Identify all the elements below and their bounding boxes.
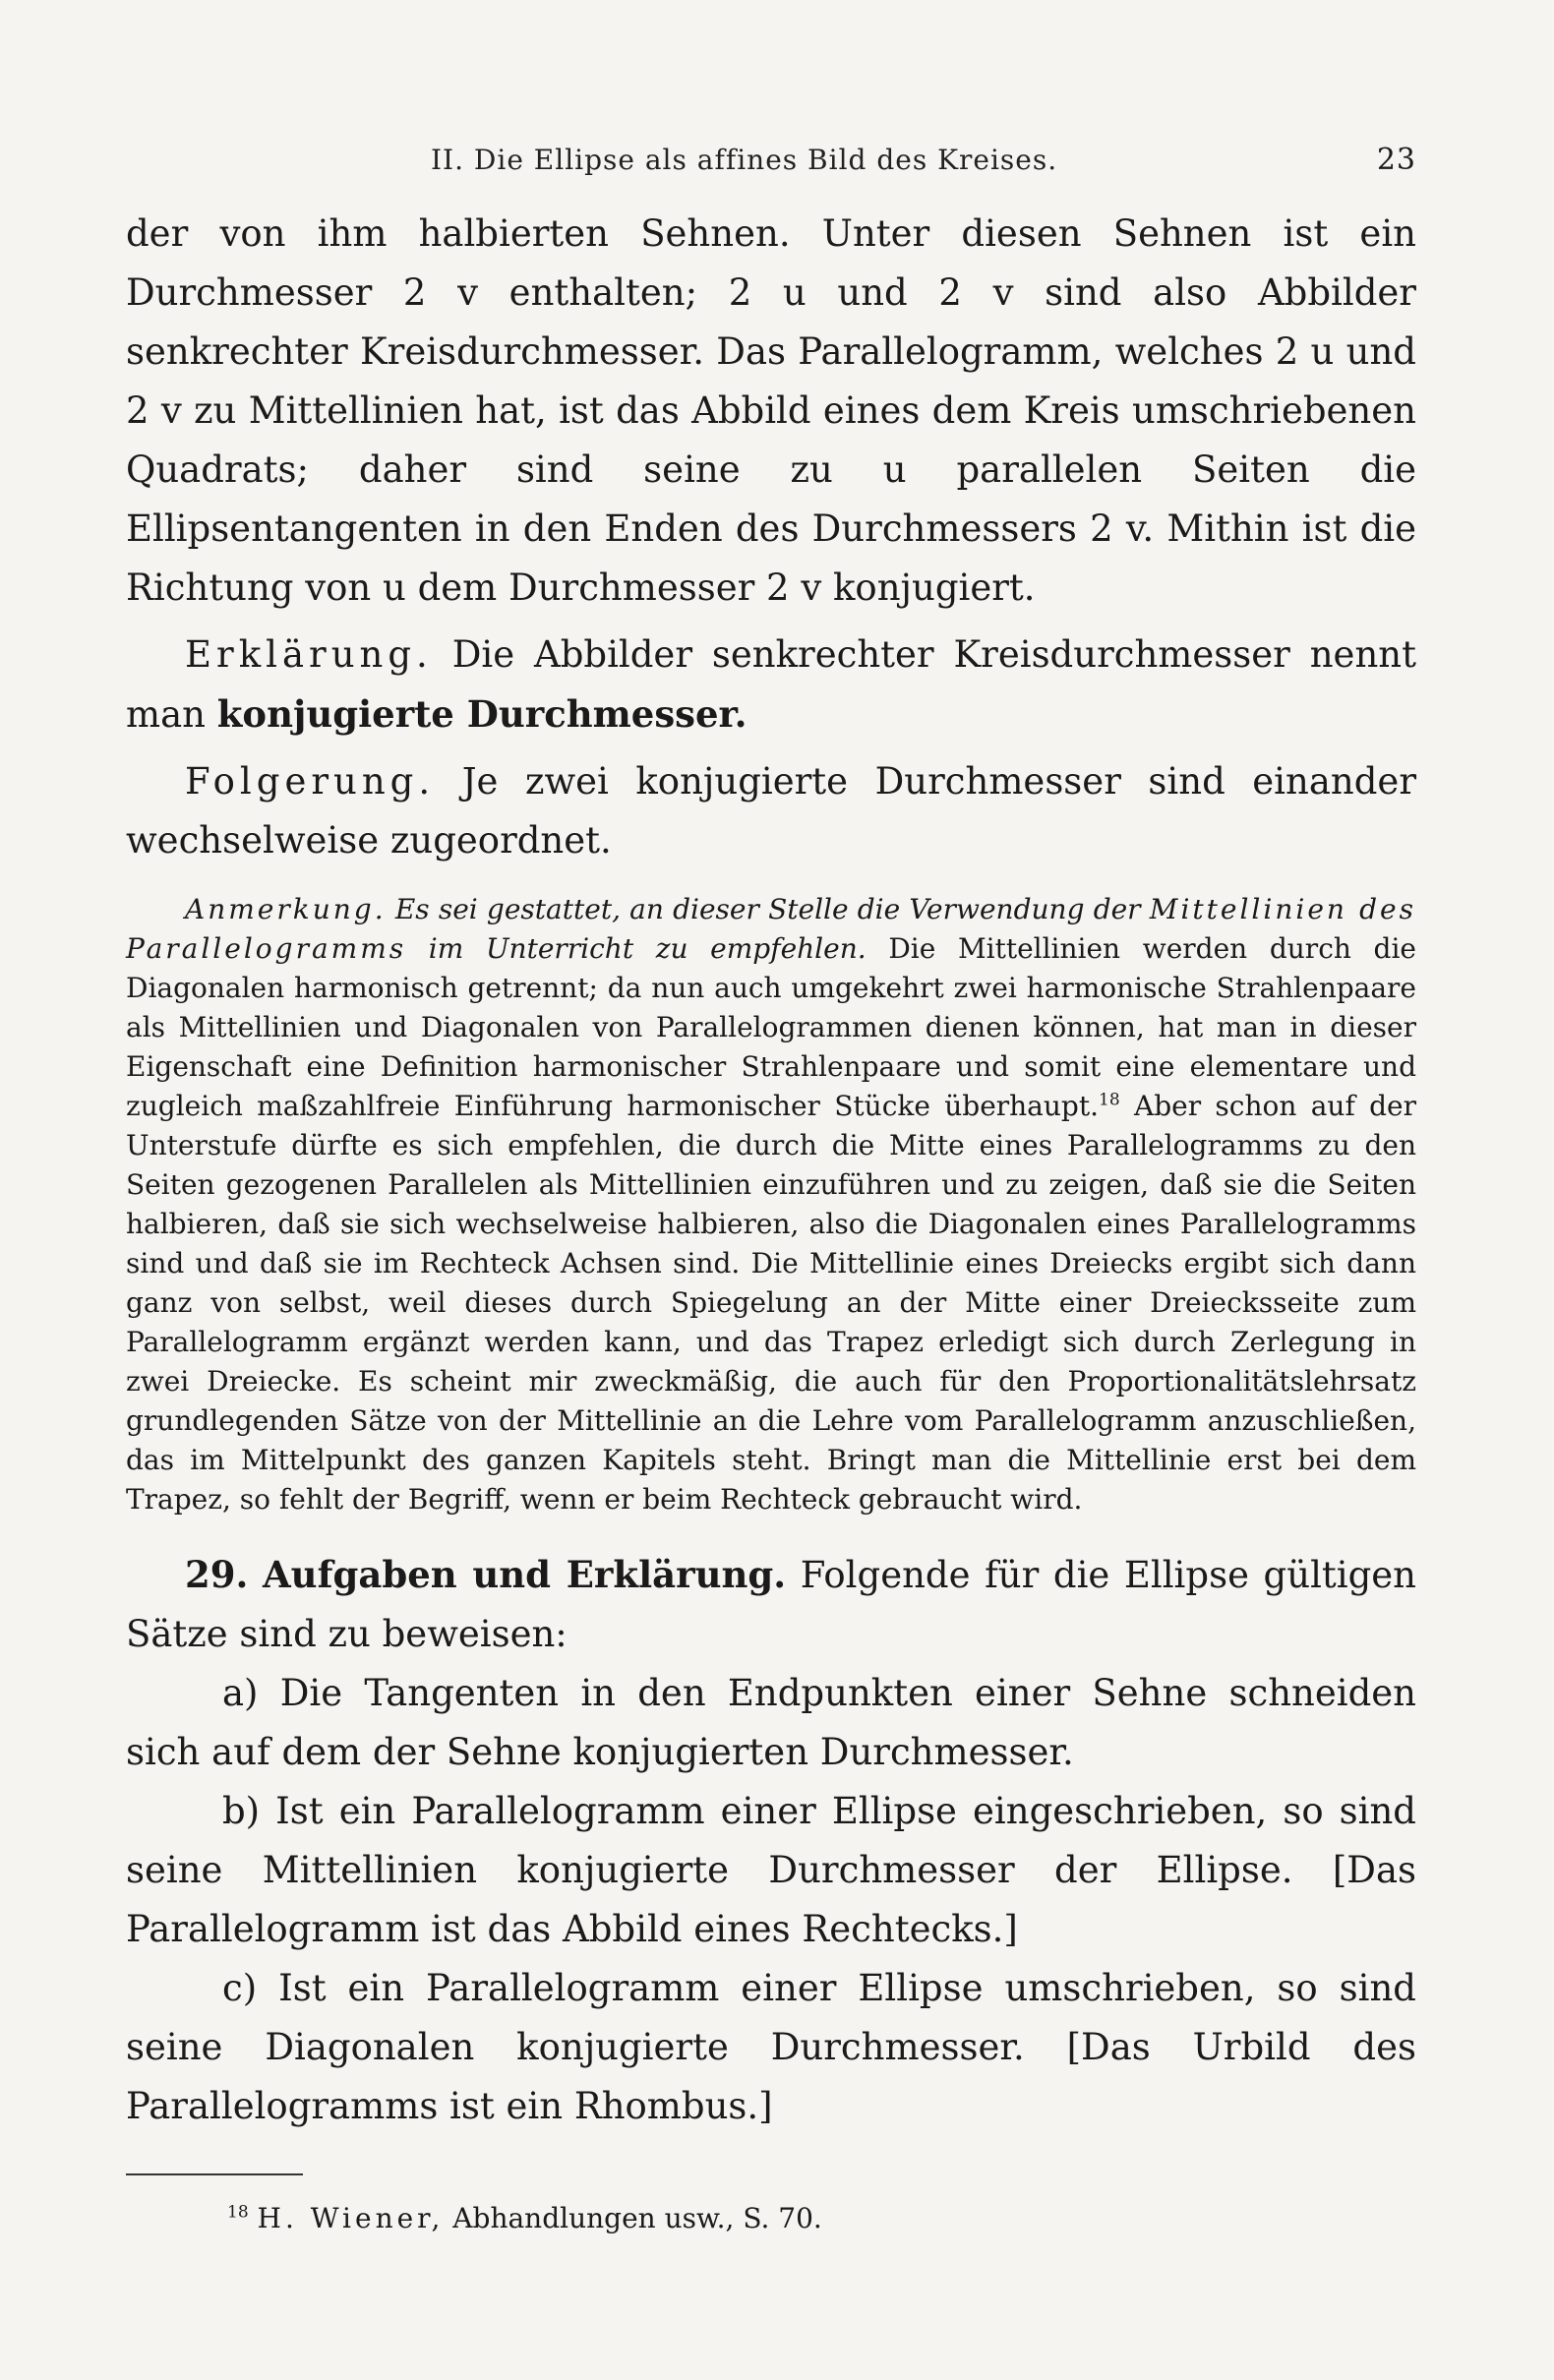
remark-text-1: Die Mittellinien werden durch die Diagonalen harmonisch getrennt; da nun auch umgekehrt zwei harmonische Strahlenpaare als Mittellinien und Diagonalen von Parallelogrammen dienen können, hat man in dieser Eigenschaft eine Definition harmonischer Strahlenpaare und somit eine elementare und zugleich maßzahlfreie Einführung harmonischer Stücke überhaupt. xyxy=(126,932,1417,1122)
consequence-text: Je zwei konjugierte Durchmesser sind einander wechselweise zugeordnet. xyxy=(126,760,1417,862)
list-item-a: a) Die Tangenten in den Endpunkten einer Sehne schneiden sich auf dem der Sehne konjugierten Durchmesser. xyxy=(126,1672,1416,1773)
section-heading: Aufgaben und Erklärung. xyxy=(262,1553,787,1596)
remark-intro-end: im Unterricht zu empfehlen. xyxy=(428,932,867,965)
consequence-paragraph xyxy=(126,752,1416,870)
remark-intro: Es sei gestattet, an dieser Stelle die Verwendung der xyxy=(394,893,1141,925)
remark-term: Mittellinien des Parallelogramms xyxy=(126,893,1417,965)
running-head-title: II. Die Ellipse als affines Bild des Kreises. xyxy=(431,144,1058,176)
footnote-divider xyxy=(126,2173,303,2175)
footnote xyxy=(126,2199,1416,2238)
remark-paragraph xyxy=(126,890,1416,1519)
footnote-reference[interactable]: 18 xyxy=(1099,1090,1120,1110)
section-number: 29. xyxy=(185,1553,249,1596)
explanation-label: Erklärung. xyxy=(185,633,433,676)
list-item-c: c) Ist ein Parallelogramm einer Ellipse umschrieben, so sind seine Diagonalen konjugierte Durchmesser. [Das Urbild des Parallelogramms ist ein Rhombus.] xyxy=(126,1967,1416,2127)
explanation-paragraph xyxy=(126,625,1416,744)
section-29 xyxy=(126,1545,1416,2136)
page-number: 23 xyxy=(1376,143,1416,177)
footnote-text: Abhandlungen usw., S. 70. xyxy=(452,2202,822,2234)
paragraph-continuation: der von ihm halbierten Sehnen. Unter diesen Sehnen ist ein Durchmesser 2 v enthalten; 2 u und 2 v sind also Abbilder senkrechter Kreisdurchmesser. Das Parallelogramm, welches 2 u und 2 v zu Mittellinien hat, ist das Abbild eines dem Kreis umschriebenen Quadrats; daher sind seine zu u parallelen Seiten die Ellipsentangenten in den Enden des Durchmessers 2 v. Mithin ist die Richtung von u dem Durchmesser 2 v konjugiert. xyxy=(126,212,1416,609)
list-item-b: b) Ist ein Parallelogramm einer Ellipse eingeschrieben, so sind seine Mittellinien konjugierte Durchmesser der Ellipse. [Das Parallelogramm ist das Abbild eines Rechtecks.] xyxy=(126,1790,1416,1950)
section-intro: Folgende für die Ellipse gültigen Sätze sind zu beweisen: xyxy=(126,1554,1417,1655)
explanation-text: Die Abbilder senkrechter Kreisdurchmesser nennt man xyxy=(126,633,1416,736)
consequence-label: Folgerung. xyxy=(185,760,436,803)
remark-label: Anmerkung. xyxy=(185,893,387,925)
footnote-author: H. Wiener, xyxy=(257,2202,445,2234)
remark-text-2: Aber schon auf der Unterstufe dürfte es sich empfehlen, die durch die Mitte eines Parallelogramms zu den Seiten gezogenen Parallelen als Mittellinien einzuführen und zu zeigen, daß sie die Seiten halbieren, daß sie sich wechselweise halbieren, also die Diagonalen eines Parallelogramms sind und daß sie im Rechteck Achsen sind. Die Mittellinie eines Dreiecks ergibt sich dann ganz von selbst, weil dieses durch Spiegelung an der Mitte einer Dreiecksseite zum Parallelogramm ergänzt werden kann, und das Trapez erledigt sich durch Zerlegung in zwei Dreiecke. Es scheint mir zweckmäßig, die auch für den Proportionalitätslehrsatz grundlegenden Sätze von der Mittellinie an die Lehre vom Parallelogramm anzuschließen, das im Mittelpunkt des ganzen Kapitels steht. Bringt man die Mittellinie erst bei dem Trapez, so fehlt der Begriff, wenn er beim Rechteck gebraucht wird. xyxy=(126,1090,1417,1516)
running-head xyxy=(126,143,1416,177)
explanation-term: konjugierte Durchmesser. xyxy=(216,692,747,736)
section-29-intro-paragraph xyxy=(126,1545,1416,1664)
footnote-number: 18 xyxy=(227,2202,249,2223)
